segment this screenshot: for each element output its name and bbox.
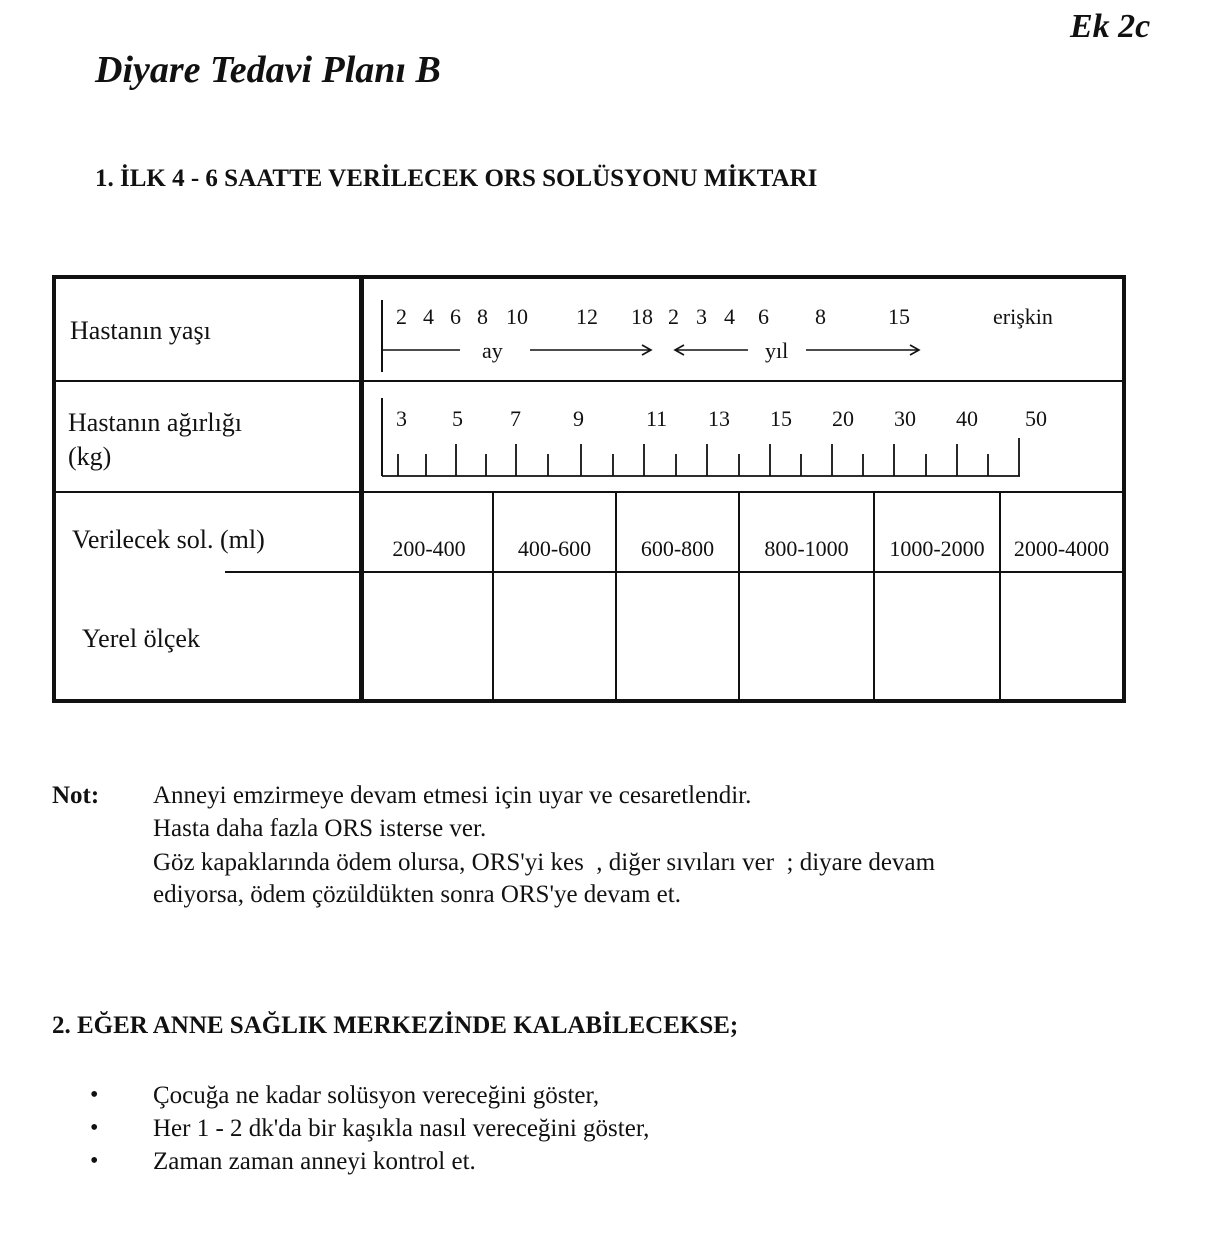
table-label-divider [359, 277, 364, 701]
solution-amount: 1000-2000 [889, 536, 985, 561]
age-value: 2 [668, 304, 679, 329]
solution-amount: 2000-4000 [1013, 536, 1110, 561]
weight-value: 3 [396, 406, 407, 431]
weight-value: 20 [832, 406, 854, 431]
bullet-item: Her 1 - 2 dk'da bir kaşıkla nasıl vereceğini göster, [153, 1115, 650, 1142]
weight-row-label: Hastanın ağırlığı [68, 408, 243, 437]
age-value: 4 [423, 304, 434, 329]
weight-row-unit: (kg) [68, 442, 112, 471]
weight-value: 9 [573, 406, 584, 431]
bullet-item: Çocuğa ne kadar solüsyon vereceğini göster, [153, 1082, 600, 1109]
weight-value: 13 [708, 406, 730, 431]
solution-amount: 400-600 [517, 536, 592, 561]
age-value: 18 [631, 304, 653, 329]
solution-amount: 200-400 [392, 536, 466, 561]
weight-value: 30 [894, 406, 916, 431]
age-value: 3 [696, 304, 707, 329]
column-divider [873, 493, 875, 701]
column-divider [738, 493, 740, 701]
age-year-label: yıl [765, 338, 789, 363]
page-title: Diyare Tedavi Planı B [95, 49, 441, 91]
age-value: erişkin [993, 304, 1053, 329]
note-label: Not: [52, 782, 100, 809]
note-line: Hasta daha fazla ORS isterse ver. [153, 815, 487, 842]
solution-row-label: Verilecek sol. (ml) [72, 525, 265, 554]
column-divider [615, 493, 617, 701]
age-month-label: ay [482, 338, 503, 363]
weight-value: 5 [452, 406, 463, 431]
age-value: 2 [396, 304, 407, 329]
age-value: 6 [758, 304, 769, 329]
row-divider [225, 571, 1122, 573]
age-value: 8 [815, 304, 826, 329]
note-line: ediyorsa, ödem çözüldükten sonra ORS'ye devam et. [153, 881, 681, 908]
solution-amount: 800-1000 [764, 536, 849, 561]
bullet-icon: • [90, 1148, 99, 1174]
bullet-item: Zaman zaman anneyi kontrol et. [153, 1148, 476, 1175]
solution-amount: 600-800 [640, 536, 715, 561]
weight-value: 50 [1025, 406, 1047, 431]
weight-ruler [378, 398, 1028, 480]
bullet-icon: • [90, 1115, 99, 1141]
age-value: 4 [724, 304, 735, 329]
age-value: 15 [888, 304, 910, 329]
annex-label: Ek 2c [1070, 8, 1151, 45]
weight-value: 11 [646, 406, 668, 431]
row-divider [56, 380, 1122, 382]
age-value: 12 [576, 304, 598, 329]
note-line: Anneyi emzirmeye devam etmesi için uyar ve cesaretlendir. [153, 782, 752, 809]
age-arrows [380, 338, 940, 362]
age-value: 8 [477, 304, 488, 329]
section-2-heading: 2. EĞER ANNE SAĞLIK MERKEZİNDE KALABİLECEKSE; [52, 1012, 739, 1039]
weight-value: 7 [510, 406, 521, 431]
age-value: 10 [506, 304, 528, 329]
local-measure-row-label: Yerel ölçek [82, 624, 200, 653]
column-divider [492, 493, 494, 701]
weight-value: 15 [770, 406, 792, 431]
weight-value: 40 [956, 406, 978, 431]
section-1-heading: 1. İLK 4 - 6 SAATTE VERİLECEK ORS SOLÜSYONU MİKTARI [95, 165, 818, 192]
column-divider [999, 493, 1001, 701]
note-line: Göz kapaklarında ödem olursa, ORS'yi kes , diğer sıvıları ver ; diyare devam [153, 849, 936, 876]
row-divider [56, 491, 1122, 493]
bullet-icon: • [90, 1082, 99, 1108]
age-value: 6 [450, 304, 461, 329]
age-row-label: Hastanın yaşı [70, 316, 211, 345]
